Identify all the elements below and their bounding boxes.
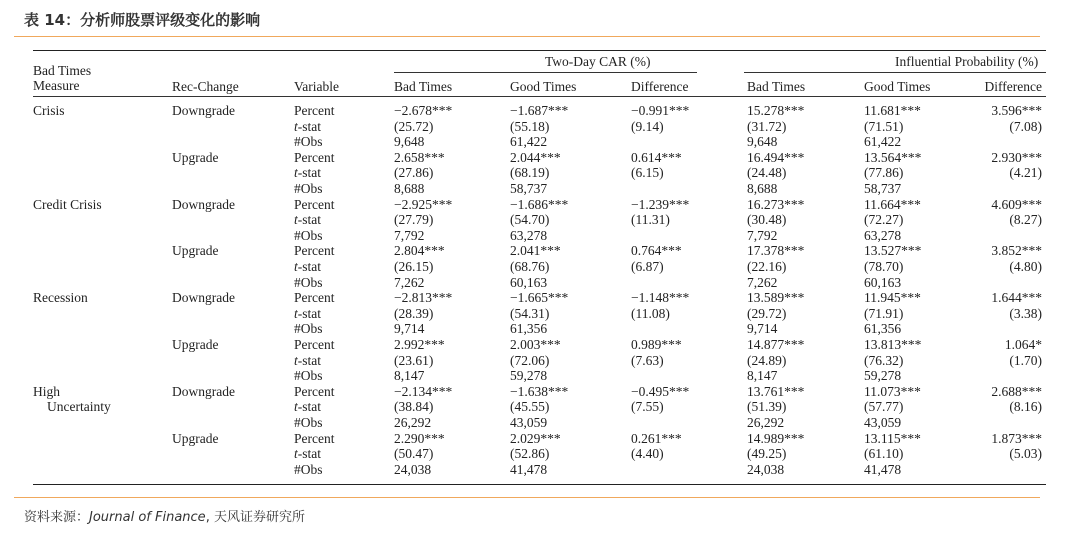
table-cell: 60,163	[510, 274, 548, 290]
table-cell: 2.003***	[510, 337, 561, 352]
table-cell: −1.638***	[510, 383, 569, 399]
header-rule	[33, 96, 1046, 97]
table-cell: (26.15)	[394, 259, 434, 274]
table-cell: (6.15)	[631, 165, 664, 181]
table-cell: (51.39)	[747, 399, 787, 415]
table-cell: −0.991***	[631, 103, 690, 118]
table-cell: 24,038	[394, 461, 432, 477]
table-cell: (7.08)	[1009, 118, 1042, 134]
table-cell: 8,147	[747, 368, 778, 384]
group-header-car: Two-Day CAR (%)	[545, 54, 651, 69]
table-cell: 26,292	[747, 415, 785, 430]
table-cell: 9,648	[747, 134, 778, 150]
table-cell: (61.10)	[864, 446, 904, 462]
table-cell: 11.073***	[864, 383, 921, 399]
table-cell: 2.992***	[394, 337, 445, 352]
table-cell: (57.77)	[864, 399, 904, 415]
table-cell: 9,648	[394, 134, 425, 150]
table-cell: 3.852***	[991, 243, 1042, 259]
rec-change-label: Downgrade	[172, 196, 235, 212]
source-note	[24, 506, 305, 525]
table-cell: 13.813***	[864, 337, 922, 352]
table-cell: (30.48)	[747, 212, 787, 228]
table-cell: 9,714	[394, 321, 425, 337]
table-cell: 17.378***	[747, 243, 805, 259]
table-cell: 13.115***	[864, 430, 921, 446]
group-header-prob: Influential Probability (%)	[895, 54, 1039, 69]
table-title: 表 14：分析师股票评级变化的影响	[24, 11, 261, 29]
table-cell: (38.84)	[394, 399, 434, 415]
table-bottom-rule	[33, 484, 1046, 485]
table-cell: (22.16)	[747, 259, 787, 274]
rec-change-label: Downgrade	[172, 383, 235, 399]
table-cell: 11.664***	[864, 196, 921, 212]
table-cell: 63,278	[510, 227, 548, 243]
table-cell: (71.91)	[864, 305, 904, 321]
variable-label: t-stat	[294, 446, 322, 462]
table-cell: (71.51)	[864, 118, 904, 134]
variable-label: t-stat	[294, 212, 322, 228]
table-cell: 2.804***	[394, 243, 445, 259]
column-header-prob-good-times: Good Times	[864, 79, 931, 94]
table-cell: −1.239***	[631, 196, 690, 212]
table-cell: 58,737	[510, 181, 548, 196]
column-header-car-difference: Difference	[631, 79, 689, 94]
table-cell: 0.261***	[631, 430, 682, 446]
variable-label: Percent	[294, 337, 335, 352]
table-cell: (25.72)	[394, 118, 434, 134]
table-cell: (6.87)	[631, 259, 664, 274]
table-cell: (52.86)	[510, 446, 550, 462]
table-cell: (9.14)	[631, 118, 664, 134]
measure-label: Crisis	[33, 103, 65, 118]
table-cell: 41,478	[510, 461, 548, 477]
table-cell: (68.76)	[510, 259, 550, 274]
table-cell: (55.18)	[510, 118, 550, 134]
variable-label: #Obs	[294, 134, 323, 150]
table-cell: (28.39)	[394, 305, 434, 321]
column-header-rec-change: Rec-Change	[172, 79, 239, 94]
variable-label: #Obs	[294, 181, 323, 196]
variable-label: #Obs	[294, 321, 323, 337]
table-cell: 2.930***	[991, 149, 1042, 165]
table-cell: (24.48)	[747, 165, 787, 181]
source-prefix: 资料来源：	[24, 510, 90, 525]
table-cell: (31.72)	[747, 118, 787, 134]
title-divider	[14, 36, 1040, 37]
table-cell: 8,688	[747, 181, 778, 196]
table-cell: (4.80)	[1009, 259, 1042, 274]
table-cell: −1.665***	[510, 290, 569, 306]
group-rule-car	[394, 72, 697, 73]
variable-label: t-stat	[294, 305, 322, 321]
table-cell: 7,792	[394, 227, 425, 243]
table-cell: (8.27)	[1009, 212, 1042, 228]
table-cell: 61,422	[864, 134, 902, 150]
table-cell: (49.25)	[747, 446, 787, 462]
column-header-car-bad-times: Bad Times	[394, 79, 453, 94]
variable-label: t-stat	[294, 259, 322, 274]
table-cell: 2.041***	[510, 243, 561, 259]
table-cell: 3.596***	[991, 103, 1042, 118]
table-cell: −2.134***	[394, 383, 453, 399]
table-cell: 0.614***	[631, 149, 682, 165]
variable-label: #Obs	[294, 368, 323, 384]
table-cell: 2.029***	[510, 430, 561, 446]
rec-change-label: Downgrade	[172, 290, 235, 306]
table-cell: 41,478	[864, 461, 902, 477]
table-cell: 2.688***	[991, 383, 1042, 399]
table-cell: −0.495***	[631, 383, 690, 399]
variable-label: Percent	[294, 290, 335, 306]
table-cell: −1.687***	[510, 103, 569, 118]
rec-change-label: Upgrade	[172, 149, 219, 165]
variable-label: #Obs	[294, 461, 323, 477]
table-cell: 11.945***	[864, 290, 921, 306]
table-cell: 59,278	[864, 368, 902, 384]
table-cell: −2.813***	[394, 290, 453, 306]
table-cell: 61,422	[510, 134, 548, 150]
table-cell: (23.61)	[394, 352, 434, 368]
variable-label: t-stat	[294, 118, 322, 134]
table-cell: (72.27)	[864, 212, 904, 228]
variable-label: Percent	[294, 430, 335, 446]
column-header-measure-line1: Bad Times	[33, 63, 92, 78]
table-cell: (24.89)	[747, 352, 787, 368]
column-header-measure-line2: Measure	[33, 78, 80, 93]
table-cell: 13.761***	[747, 383, 805, 399]
column-header-prob-difference: Difference	[984, 79, 1042, 94]
rec-change-label: Upgrade	[172, 430, 219, 446]
table-cell: (27.86)	[394, 165, 434, 181]
table-cell: (54.70)	[510, 212, 550, 228]
table-cell: −1.148***	[631, 290, 690, 306]
table-cell: 2.044***	[510, 149, 561, 165]
table-cell: (1.70)	[1009, 352, 1042, 368]
table-cell: (11.08)	[631, 305, 670, 321]
source-org: 天风证券研究所	[213, 510, 305, 525]
table-cell: (72.06)	[510, 352, 550, 368]
rec-change-label: Upgrade	[172, 337, 219, 352]
table-cell: 61,356	[864, 321, 902, 337]
table-cell: (54.31)	[510, 305, 550, 321]
table-cell: 60,163	[864, 274, 902, 290]
table-cell: 26,292	[394, 415, 432, 430]
table-cell: 2.658***	[394, 149, 445, 165]
rec-change-label: Downgrade	[172, 103, 235, 118]
table-cell: (3.38)	[1009, 305, 1042, 321]
column-header-prob-bad-times: Bad Times	[747, 79, 806, 94]
table-cell: 9,714	[747, 321, 778, 337]
table-cell: 0.764***	[631, 243, 682, 259]
table-cell: −2.925***	[394, 196, 453, 212]
table-cell: (50.47)	[394, 446, 434, 462]
table-cell: 1.873***	[991, 430, 1042, 446]
measure-label: Credit Crisis	[33, 196, 102, 212]
source-sep: ,	[205, 510, 210, 525]
variable-label: t-stat	[294, 165, 322, 181]
table-cell: (4.40)	[631, 446, 664, 462]
table-cell: 16.273***	[747, 196, 805, 212]
table-top-rule	[33, 50, 1046, 51]
variable-label: #Obs	[294, 415, 323, 430]
table-cell: 63,278	[864, 227, 902, 243]
table-cell: 61,356	[510, 321, 548, 337]
table-cell: (29.72)	[747, 305, 787, 321]
table-cell: 8,147	[394, 368, 425, 384]
table-cell: 7,262	[394, 274, 425, 290]
rec-change-label: Upgrade	[172, 243, 219, 259]
table-cell: 16.494***	[747, 149, 805, 165]
table-cell: 24,038	[747, 461, 785, 477]
table-cell: 0.989***	[631, 337, 682, 352]
variable-label: #Obs	[294, 227, 323, 243]
table-cell: 15.278***	[747, 103, 805, 118]
table-cell: 7,792	[747, 227, 778, 243]
measure-label: High	[33, 383, 60, 399]
table-cell: (7.63)	[631, 352, 664, 368]
table-cell: (11.31)	[631, 212, 670, 228]
variable-label: #Obs	[294, 274, 323, 290]
table-cell: (5.03)	[1009, 446, 1042, 462]
table-cell: (4.21)	[1009, 165, 1042, 181]
variable-label: Percent	[294, 196, 335, 212]
table-cell: (76.32)	[864, 352, 904, 368]
table-cell: 14.877***	[747, 337, 805, 352]
measure-label: Recession	[33, 290, 88, 306]
table-cell: 4.609***	[991, 196, 1042, 212]
table-cell: 1.644***	[991, 290, 1042, 306]
table-cell: (45.55)	[510, 399, 550, 415]
measure-label-cont: Uncertainty	[47, 399, 111, 415]
table-cell: 13.527***	[864, 243, 922, 259]
table-cell: 43,059	[864, 415, 902, 430]
table-cell: (68.19)	[510, 165, 550, 181]
table-cell: (7.55)	[631, 399, 664, 415]
column-header-car-good-times: Good Times	[510, 79, 577, 94]
source-journal: Journal of Finance	[89, 510, 206, 525]
table-cell: 43,059	[510, 415, 548, 430]
variable-label: t-stat	[294, 399, 322, 415]
column-header-variable: Variable	[294, 79, 339, 94]
variable-label: Percent	[294, 103, 335, 118]
table-cell: 59,278	[510, 368, 548, 384]
table-cell: 8,688	[394, 181, 425, 196]
table-cell: (27.79)	[394, 212, 434, 228]
variable-label: Percent	[294, 383, 335, 399]
variable-label: Percent	[294, 243, 335, 259]
group-rule-prob	[744, 72, 1046, 73]
table-cell: 58,737	[864, 181, 902, 196]
variable-label: t-stat	[294, 352, 322, 368]
table-cell: 13.589***	[747, 290, 805, 306]
table-cell: (77.86)	[864, 165, 904, 181]
variable-label: Percent	[294, 149, 335, 165]
table-cell: 1.064*	[1004, 337, 1042, 352]
table-cell: 13.564***	[864, 149, 922, 165]
table-cell: 11.681***	[864, 103, 921, 118]
table-cell: −1.686***	[510, 196, 569, 212]
footer-divider	[14, 497, 1040, 498]
table-cell: (8.16)	[1009, 399, 1042, 415]
table-cell: 2.290***	[394, 430, 445, 446]
table-cell: (78.70)	[864, 259, 904, 274]
table-cell: 14.989***	[747, 430, 805, 446]
table-cell: −2.678***	[394, 103, 453, 118]
table-cell: 7,262	[747, 274, 778, 290]
